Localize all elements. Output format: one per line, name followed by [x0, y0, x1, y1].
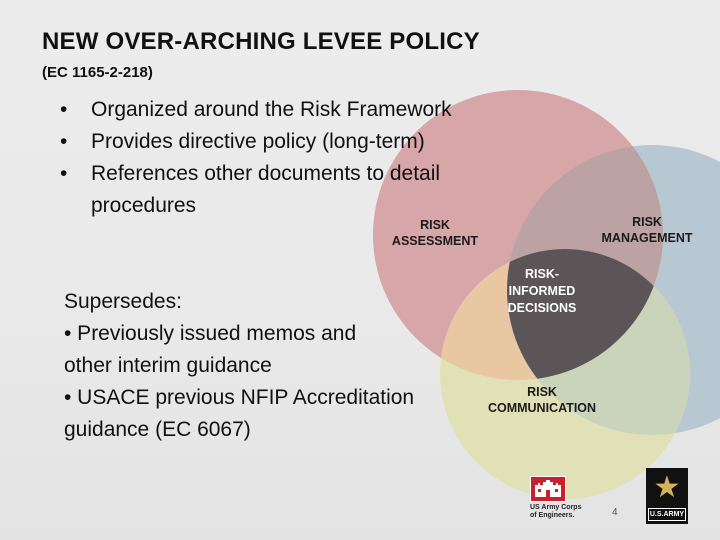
army-logo — [646, 468, 688, 524]
risk-informed-decisions-label: RISK- — [524, 267, 560, 281]
page-number: 4 — [612, 507, 618, 518]
slide-title: NEW OVER-ARCHING LEVEE POLICY — [42, 28, 480, 55]
framework-bullet-list — [60, 94, 530, 222]
supersedes-block — [64, 286, 494, 446]
risk-assessment-label-line2: ASSESSMENT — [391, 234, 479, 248]
usace-logo — [528, 474, 598, 522]
risk-management-label: RISK — [632, 215, 662, 229]
risk-assessment-label: RISK — [420, 218, 450, 232]
risk-communication-label: RISK — [527, 385, 557, 399]
supersedes-line: • USACE previous NFIP Accreditation — [64, 386, 415, 409]
usace-wordmark — [530, 504, 600, 520]
bullet-item: • References other documents to detail procedures — [60, 158, 530, 222]
supersedes-line: other interim guidance — [64, 354, 272, 377]
supersedes-heading: Supersedes: — [64, 290, 182, 313]
risk-informed-decisions-label-line3: DECISIONS — [507, 301, 577, 315]
castle-icon — [530, 476, 566, 502]
bullet-item: • Provides directive policy (long-term) — [60, 126, 530, 158]
risk-communication-label-line2: COMMUNICATION — [487, 401, 597, 415]
supersedes-line: • Previously issued memos and — [64, 322, 357, 345]
usace-wordmark-line: US Army Corps — [530, 504, 582, 511]
risk-informed-decisions-label-line2: INFORMED — [508, 284, 576, 298]
supersedes-line: guidance (EC 6067) — [64, 418, 251, 441]
army-wordmark: U.S.ARMY — [648, 508, 686, 521]
slide-subtitle: (EC 1165-2-218) — [42, 64, 153, 81]
usace-wordmark-line: of Engineers. — [530, 512, 575, 519]
bullet-item: • Organized around the Risk Framework — [60, 94, 530, 126]
star-icon: ★ — [653, 471, 681, 504]
risk-management-label-line2: MANAGEMENT — [601, 231, 693, 245]
